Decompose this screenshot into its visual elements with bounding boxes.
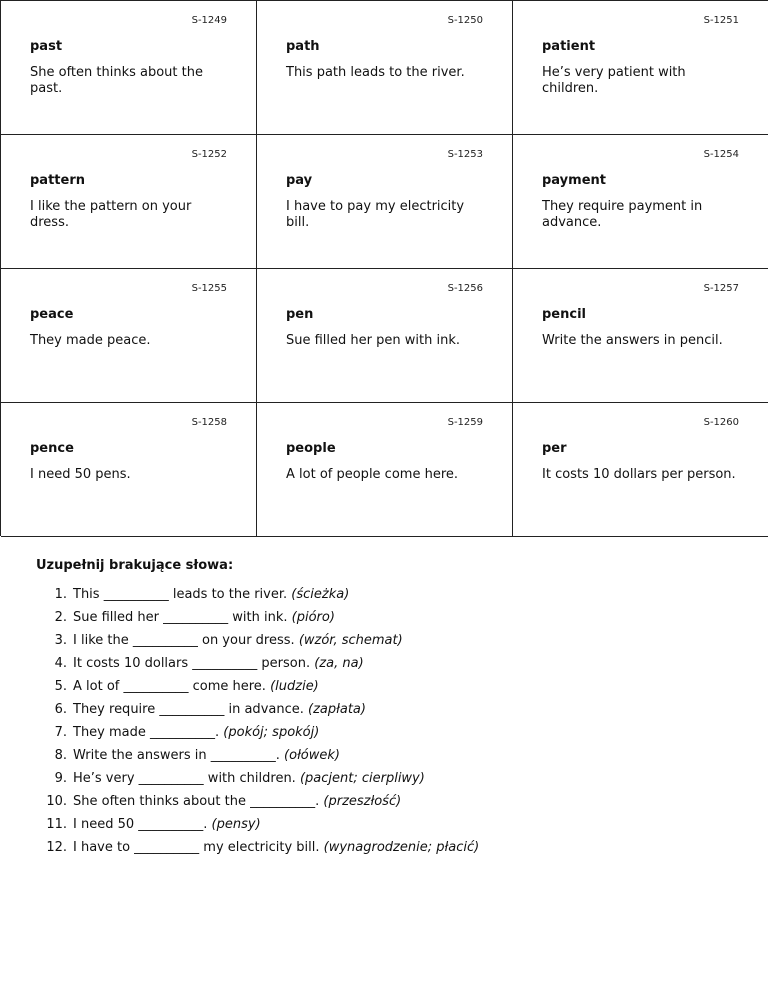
item-number: 3. [54, 633, 67, 648]
card-word: pen [286, 307, 314, 322]
item-hint: (pokój; spokój) [223, 725, 320, 740]
flashcard [257, 269, 513, 403]
list-item [36, 817, 736, 840]
card-sentence: A lot of people come here. [286, 467, 459, 482]
item-number: 12. [46, 840, 67, 855]
flashcard [1, 269, 257, 403]
flashcard [513, 269, 768, 403]
list-item [36, 725, 736, 748]
flashcard [513, 135, 768, 269]
card-word: pattern [30, 173, 85, 188]
exercise-heading: Uzupełnij brakujące słowa: [36, 558, 234, 573]
item-number: 4. [54, 656, 67, 671]
item-number: 9. [54, 771, 67, 786]
card-code: S-1249 [191, 15, 227, 26]
card-word: per [542, 441, 567, 456]
card-sentence: They made peace. [30, 333, 151, 348]
list-item [36, 633, 736, 656]
flashcard [257, 1, 513, 135]
item-text: He’s very __________ with children. [73, 771, 296, 786]
item-hint: (przeszłość) [323, 794, 402, 809]
flashcard [1, 135, 257, 269]
item-number: 8. [54, 748, 67, 763]
card-code: S-1255 [191, 283, 227, 294]
item-text: They made __________. [73, 725, 220, 740]
card-sentence: Sue filled her pen with ink. [286, 333, 460, 348]
item-number: 5. [54, 679, 67, 694]
item-hint: (wzór, schemat) [298, 633, 403, 648]
list-item [36, 610, 736, 633]
item-text: This __________ leads to the river. [73, 587, 288, 602]
list-item [36, 794, 736, 817]
card-code: S-1253 [447, 149, 483, 160]
card-sentence: Write the answers in pencil. [542, 333, 723, 348]
list-item [36, 702, 736, 725]
card-word: path [286, 39, 320, 54]
item-hint: (ścieżka) [291, 587, 350, 602]
item-text: A lot of __________ come here. [73, 679, 266, 694]
card-code: S-1257 [703, 283, 739, 294]
item-text: I need 50 __________. [73, 817, 208, 832]
item-number: 2. [54, 610, 67, 625]
card-sentence: She often thinks about the past. [30, 65, 203, 96]
card-word: people [286, 441, 336, 456]
list-item [36, 587, 736, 610]
item-text: I have to __________ my electricity bill. [73, 840, 320, 855]
card-sentence: It costs 10 dollars per person. [542, 467, 736, 482]
card-code: S-1258 [191, 417, 227, 428]
list-item [36, 679, 736, 702]
card-code: S-1252 [191, 149, 227, 160]
item-hint: (zapłata) [308, 702, 366, 717]
flashcard [513, 1, 768, 135]
item-text: Write the answers in __________. [73, 748, 280, 763]
card-sentence: They require payment in advance. [542, 199, 703, 230]
card-code: S-1256 [447, 283, 483, 294]
item-hint: (za, na) [314, 656, 364, 671]
card-sentence: This path leads to the river. [286, 65, 465, 80]
flashcard [513, 403, 768, 537]
card-word: past [30, 39, 63, 54]
item-hint: (pensy) [211, 817, 261, 832]
item-hint: (wynagrodzenie; płacić) [323, 840, 480, 855]
list-item [36, 840, 736, 863]
list-item [36, 656, 736, 679]
item-number: 7. [54, 725, 67, 740]
card-word: peace [30, 307, 74, 322]
item-text: She often thinks about the __________. [73, 794, 320, 809]
item-text: It costs 10 dollars __________ person. [73, 656, 311, 671]
item-number: 10. [46, 794, 67, 809]
card-code: S-1259 [447, 417, 483, 428]
item-number: 11. [46, 817, 67, 832]
item-number: 6. [54, 702, 67, 717]
item-text: Sue filled her __________ with ink. [73, 610, 288, 625]
item-text: They require __________ in advance. [73, 702, 304, 717]
card-word: pencil [542, 307, 586, 322]
item-hint: (ołówek) [284, 748, 340, 763]
card-code: S-1260 [703, 417, 739, 428]
flashcard [257, 135, 513, 269]
card-word: pence [30, 441, 74, 456]
flashcard [1, 1, 257, 135]
card-sentence: I have to pay my electricity bill. [286, 199, 465, 230]
list-item [36, 748, 736, 771]
card-code: S-1250 [447, 15, 483, 26]
card-code: S-1254 [703, 149, 739, 160]
item-hint: (pacjent; cierpliwy) [299, 771, 425, 786]
card-sentence: I need 50 pens. [30, 467, 131, 482]
card-word: patient [542, 39, 596, 54]
item-hint: (pióro) [291, 610, 335, 625]
list-item [36, 771, 736, 794]
item-hint: (ludzie) [270, 679, 319, 694]
card-word: pay [286, 173, 313, 188]
card-code: S-1251 [703, 15, 739, 26]
exercise-list [36, 587, 736, 863]
item-number: 1. [54, 587, 67, 602]
flashcard [1, 403, 257, 537]
flashcard [257, 403, 513, 537]
item-text: I like the __________ on your dress. [73, 633, 295, 648]
card-sentence: He’s very patient with children. [542, 65, 686, 96]
fill-in-exercise [36, 558, 736, 863]
card-word: payment [542, 173, 606, 188]
card-sentence: I like the pattern on your dress. [30, 199, 192, 230]
